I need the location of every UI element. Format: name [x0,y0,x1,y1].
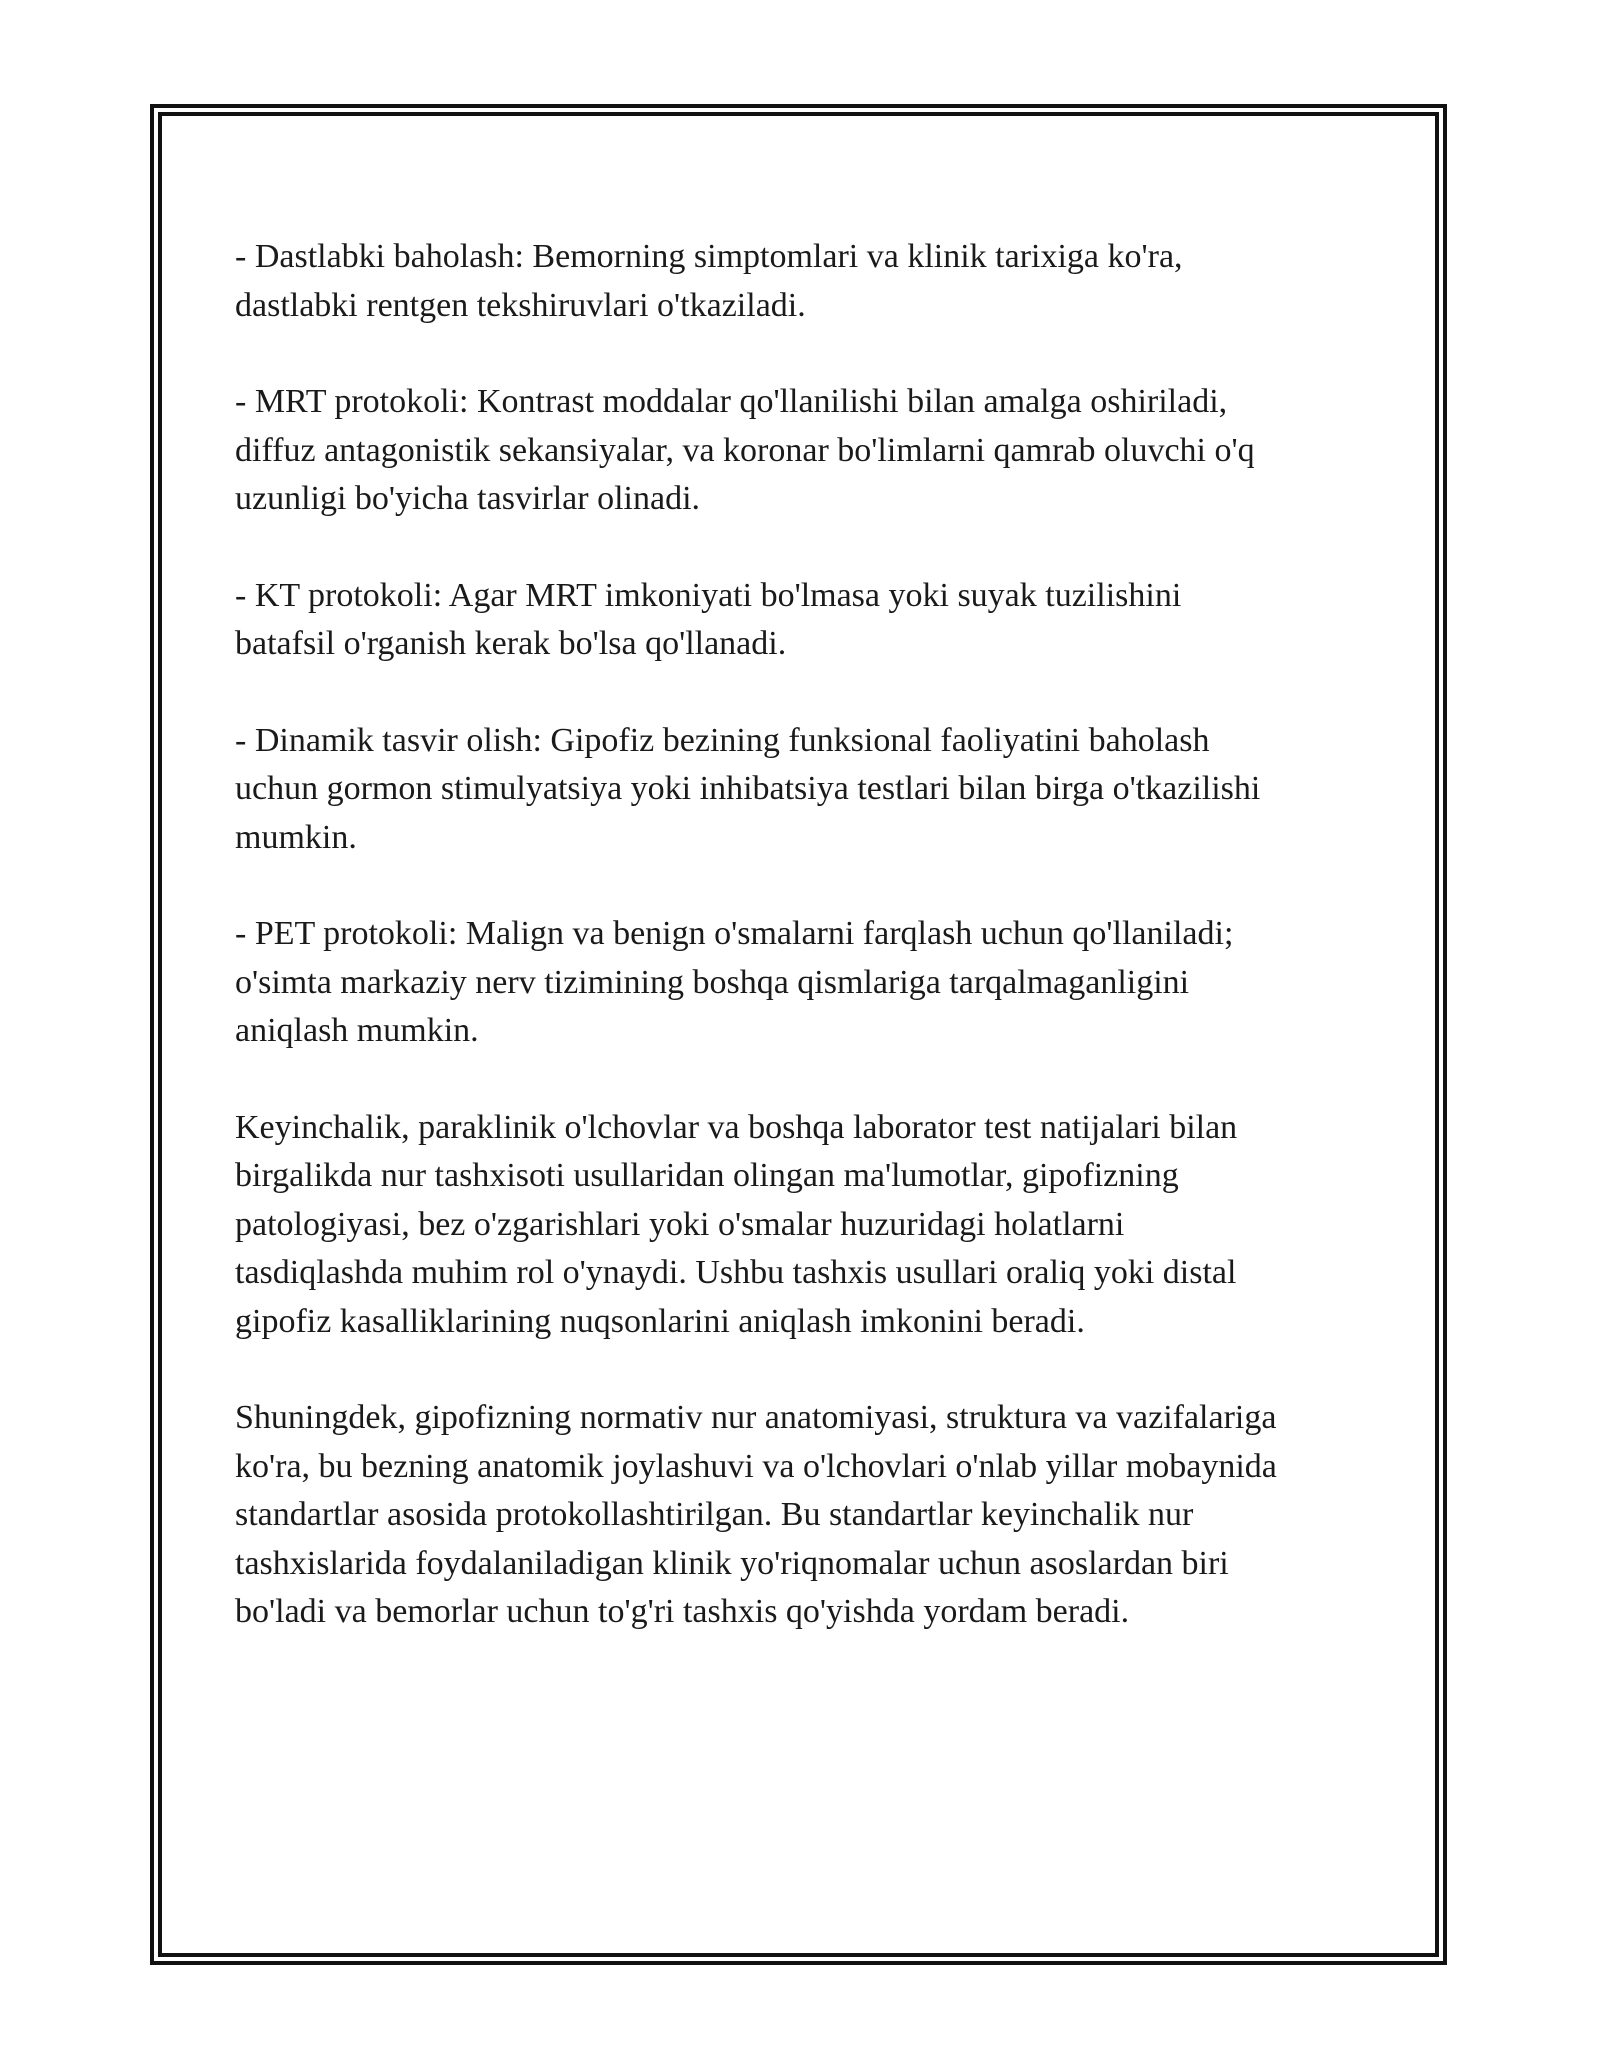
text-line: standartlar asosida protokollashtirilgan. Bu standartlar keyinchalik nur [235,1496,1194,1533]
text-line: - KT protokoli: Agar MRT imkoniyati bo'lmasa yoki suyak tuzilishini [235,576,1182,614]
paragraph-dastlabki-baholash [235,233,1365,330]
text-line: - Dastlabki baholash: Bemorning simptomlari va klinik tarixiga ko'ra, [235,238,1183,275]
paragraph-kt-protokoli [235,572,1365,669]
text-line: uzunligi bo'yicha tasvirlar olinadi. [235,480,701,517]
paragraph-mrt-protokoli [235,378,1365,524]
text-line: tasdiqlashda muhim rol o'ynaydi. Ushbu tashxis usullari oraliq yoki distal [235,1254,1237,1291]
text-line: Keyinchalik, paraklinik o'lchovlar va boshqa laborator test natijalari bilan [235,1108,1238,1146]
text-line: o'simta markaziy nerv tizimining boshqa qismlariga tarqalmaganligini [235,963,1190,1001]
text-line: bo'ladi va bemorlar uchun to'g'ri tashxis qo'yishda yordam beradi. [235,1593,1130,1630]
text-line: aniqlash mumkin. [235,1012,479,1049]
text-line: gipofiz kasalliklarining nuqsonlarini aniqlash imkonini beradi. [235,1302,1085,1340]
paragraph-shuningdek [235,1394,1365,1637]
text-line: batafsil o'rganish kerak bo'lsa qo'llanadi. [235,625,787,662]
text-line: ko'ra, bu bezning anatomik joylashuvi va o'lchovlari o'nlab yillar mobaynida [235,1447,1277,1485]
paragraph-pet-protokoli [235,910,1365,1056]
text-line: birgalikda nur tashxisoti usullaridan olingan ma'lumotlar, gipofizning [235,1157,1179,1194]
text-line: dastlabki rentgen tekshiruvlari o'tkaziladi. [235,286,806,324]
text-line: - PET protokoli: Malign va benign o'smalarni farqlash uchun qo'llaniladi; [235,915,1234,952]
text-line: patologiyasi, bez o'zgarishlari yoki o'smalar huzuridagi holatlarni [235,1205,1125,1243]
text-line: uchun gormon stimulyatsiya yoki inhibatsiya testlari bilan birga o'tkazilishi [235,770,1261,807]
paragraph-keyinchalik [235,1104,1365,1347]
text-line: Shuningdek, gipofizning normativ nur anatomiyasi, struktura va vazifalariga [235,1399,1277,1436]
text-line: - Dinamik tasvir olish: Gipofiz bezining funksional faoliyatini baholash [235,721,1210,759]
text-line: tashxislarida foydalaniladigan klinik yo'riqnomalar uchun asoslardan biri [235,1544,1229,1582]
paragraph-dinamik-tasvir [235,717,1365,863]
text-line: mumkin. [235,818,357,856]
text-line: diffuz antagonistik sekansiyalar, va koronar bo'limlarni qamrab oluvchi o'q [235,431,1255,469]
document-body [235,233,1365,1685]
text-line: - MRT protokoli: Kontrast moddalar qo'llanilishi bilan amalga oshiriladi, [235,383,1228,420]
